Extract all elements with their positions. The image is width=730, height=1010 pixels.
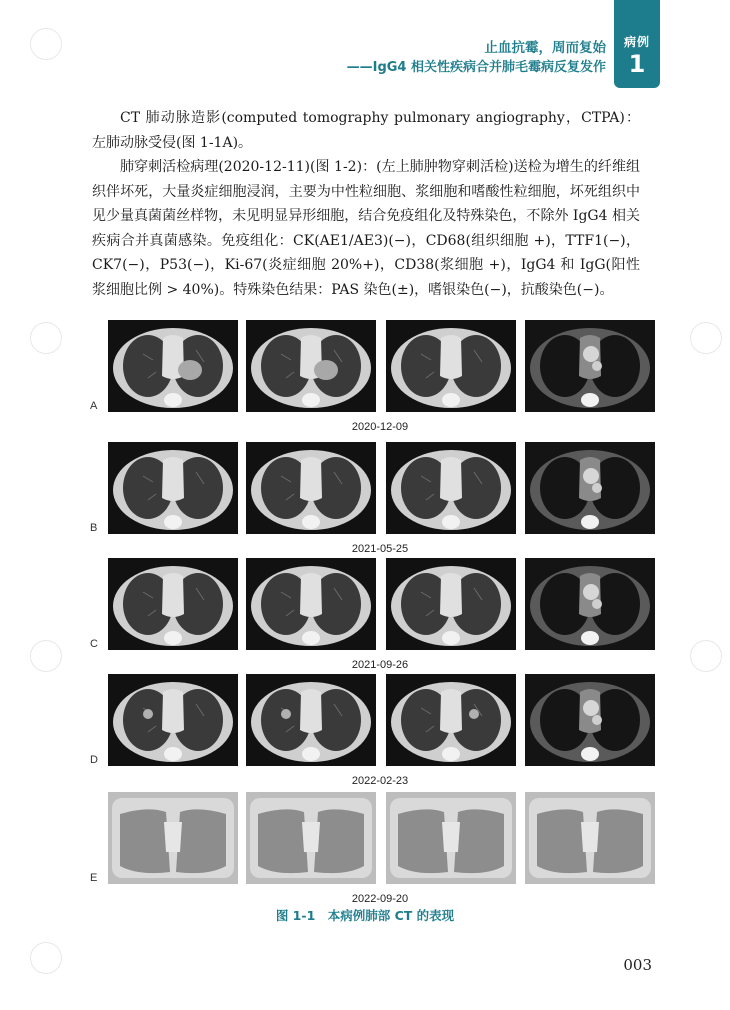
watermark-seal <box>690 640 722 672</box>
page-header <box>0 0 730 90</box>
figure-row-date: 2021-05-25 <box>351 543 409 555</box>
running-title-main: 止血抗霉，周而复始 <box>484 40 606 56</box>
ct-scan-image <box>386 558 516 650</box>
ct-scan-image <box>386 792 516 884</box>
ct-scan-image <box>246 792 376 884</box>
watermark-seal <box>30 942 62 974</box>
watermark-seal <box>30 322 62 354</box>
ct-scan-image <box>108 792 238 884</box>
ct-scan-image <box>108 558 238 650</box>
ct-scan-image <box>525 792 655 884</box>
figure-row-date: 2021-09-26 <box>351 659 409 671</box>
running-title <box>347 40 606 76</box>
paragraph-pathology: 肺穿刺活检病理(2020-12-11)(图 1-2)：(左上肺肿物穿刺活检)送检为增生的纤维组织伴坏死，大量炎症细胞浸润，主要为中性粒细胞、浆细胞和嗜酸性粒细胞，坏死组织中见少量真菌菌丝样物，未见明显异形细胞，结合免疫组化及特殊染色，不除外 IgG4 相关疾病合并真菌感染。免疫组化：CK(AE1/AE3)(−)，CD68(组织细胞 +)，TTF1(−)，CK7(−)，P53(−)，Ki-67(炎症细胞 20%+)，CD38(浆细胞 +)，IgG4 和 IgG(阳性浆细胞比例 > 40%)。特殊染色结果：PAS 染色(±)，嗜银染色(−)，抗酸染色(−)。 <box>92 159 640 298</box>
ct-scan-image <box>386 442 516 534</box>
figure-row-letter: B <box>90 522 98 534</box>
figure-caption: 图 1-1 本病例肺部 CT 的表现 <box>275 908 455 923</box>
body-text <box>92 106 640 302</box>
ct-scan-image <box>246 442 376 534</box>
ct-scan-image <box>386 320 516 412</box>
figure-row-date: 2022-09-20 <box>351 893 409 905</box>
ct-scan-image <box>108 674 238 766</box>
ct-scan-image <box>525 442 655 534</box>
watermark-seal <box>690 322 722 354</box>
ct-scan-image <box>525 558 655 650</box>
figure-row-letter: D <box>90 754 98 766</box>
ct-scan-image <box>246 558 376 650</box>
case-label: 病例 <box>623 35 650 49</box>
ct-scan-image <box>525 320 655 412</box>
figure-row-date: 2020-12-09 <box>351 421 409 433</box>
paragraph-ctpa: CT 肺动脉造影(computed tomography pulmonary angiography，CTPA)：左肺动脉受侵(图 1-1A)。 <box>92 110 640 151</box>
ct-scan-image <box>246 674 376 766</box>
ct-scan-image <box>108 320 238 412</box>
ct-scan-image <box>108 442 238 534</box>
case-tab <box>614 0 660 88</box>
figure-row-date: 2022-02-23 <box>351 775 409 787</box>
figure-row-letter: E <box>90 872 98 884</box>
case-number: 1 <box>628 50 646 78</box>
figure-row-letter: A <box>90 400 98 412</box>
ct-scan-image <box>386 674 516 766</box>
watermark-seal <box>30 640 62 672</box>
ct-scan-image <box>525 674 655 766</box>
ct-scan-image <box>246 320 376 412</box>
running-title-sub: ——IgG4 相关性疾病合并肺毛霉病反复发作 <box>346 60 606 75</box>
figure-row-letter: C <box>90 638 98 650</box>
page-number: 003 <box>623 956 652 974</box>
